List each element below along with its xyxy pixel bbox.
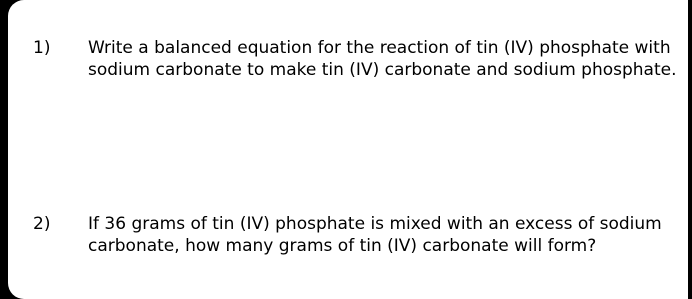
question-number: 1) [33, 38, 51, 58]
question-text-line: Write a balanced equation for the reaction of tin (IV) phosphate with [88, 38, 671, 58]
question-number: 2) [33, 214, 51, 234]
question-text-line: sodium carbonate to make tin (IV) carbonate and sodium phosphate. [88, 60, 677, 80]
question-text-line: If 36 grams of tin (IV) phosphate is mixed with an excess of sodium [88, 214, 662, 234]
question-text-line: carbonate, how many grams of tin (IV) carbonate will form? [88, 236, 597, 256]
question-text [88, 213, 673, 257]
worksheet-page [8, 0, 688, 299]
question-text [88, 37, 677, 81]
